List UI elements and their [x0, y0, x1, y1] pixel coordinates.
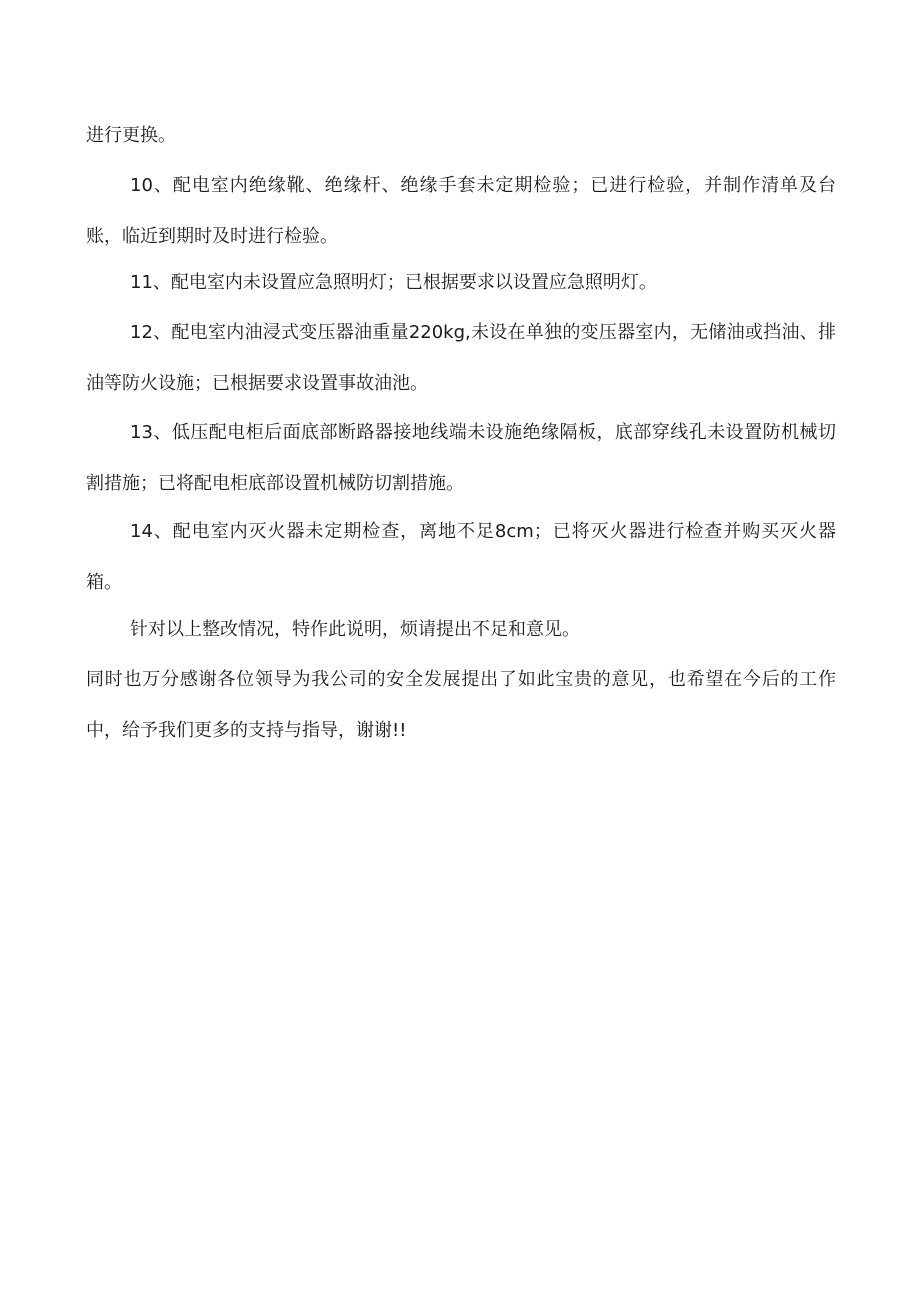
paragraph-item-10: 10、配电室内绝缘靴、绝缘杆、绝缘手套未定期检验；已进行检验，并制作清单及台账，临近到期时及时进行检验。 [86, 175, 836, 247]
paragraph-item-11: 11、配电室内未设置应急照明灯；已根据要求以设置应急照明灯。 [130, 272, 657, 293]
paragraph-continuation: 进行更换。 [86, 125, 176, 146]
paragraph-item-12: 12、配电室内油浸式变压器油重量220kg,未设在单独的变压器室内，无储油或挡油、排油等防火设施；已根据要求设置事故油池。 [86, 322, 836, 394]
paragraph-item-14: 14、配电室内灭火器未定期检查，离地不足8cm；已将灭火器进行检查并购买灭火器箱。 [86, 521, 836, 593]
paragraph-thanks: 同时也万分感谢各位领导为我公司的安全发展提出了如此宝贵的意见，也希望在今后的工作中，给予我们更多的支持与指导，谢谢!! [86, 669, 836, 741]
paragraph-item-13: 13、低压配电柜后面底部断路器接地线端未设施绝缘隔板，底部穿线孔未设置防机械切割措施；已将配电柜底部设置机械防切割措施。 [86, 422, 836, 494]
paragraph-summary: 针对以上整改情况，特作此说明，烦请提出不足和意见。 [130, 619, 580, 640]
